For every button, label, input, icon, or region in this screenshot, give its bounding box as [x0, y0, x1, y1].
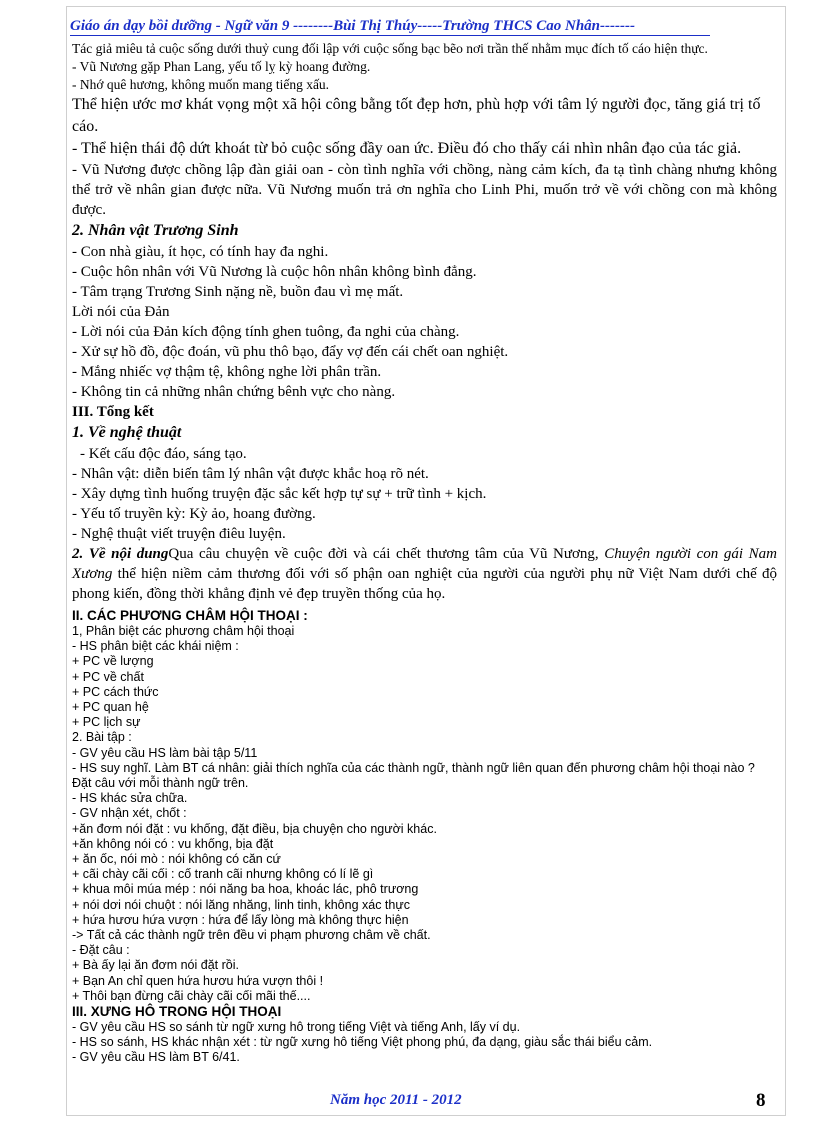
noi-dung-label: 2. Về nội dung: [72, 546, 169, 562]
text-line: -> Tất cả các thành ngữ trên đều vi phạm phương châm về chất.: [72, 928, 431, 943]
text-line: - Yếu tố truyền kỳ: Kỳ ảo, hoang đường.: [72, 506, 316, 522]
text-line: - Nhớ quê hương, không muốn mang tiếng xấu.: [72, 77, 330, 92]
section-heading-phuong-cham: II. CÁC PHƯƠNG CHÂM HỘI THOẠI :: [72, 608, 308, 623]
paragraph-thai-do: - Thể hiện thái độ dứt khoát từ bỏ cuộc sống đầy oan ức. Điều đó cho thấy cái nhìn nhân đạo của tác giả.: [72, 140, 742, 157]
text-line: - Con nhà giàu, ít học, có tính hay đa nghi.: [72, 244, 329, 260]
paragraph-noi-dung: [72, 544, 777, 604]
text-line: + Bạn An chỉ quen hứa hươu hứa vượn thôi !: [72, 973, 324, 988]
text-line: - Vũ Nương gặp Phan Lang, yếu tố lỵ kỳ hoang đường.: [72, 59, 371, 74]
text-line: - Nghệ thuật viết truyện điêu luyện.: [72, 526, 286, 542]
text-line: + Bà ấy lại ăn đơm nói đặt rồi.: [72, 958, 239, 973]
text-line: - Xây dựng tình huống truyện đặc sắc kết hợp tự sự + trữ tình + kịch.: [72, 486, 487, 502]
text-line: Tác giả miêu tả cuộc sống dưới thuỷ cung đối lập với cuộc sống bạc bẽo nơi trần thế nhằm mục đích tố cáo hiện thực.: [72, 41, 708, 56]
noi-dung-text: thể hiện niềm cảm thương đối với số phận oan nghiệt của người của người phụ nữ Việt Nam dưới chế độ phong kiến, đồng thời khẳng định vẻ đẹp truyền thống của họ.: [72, 566, 777, 602]
text-line: +ăn không nói có : vu khống, bịa đặt: [72, 836, 274, 851]
text-line: - Đặt câu :: [72, 943, 130, 958]
paragraph-vu-nuong: - Vũ Nương được chồng lập đàn giải oan - còn tình nghĩa với chồng, nàng cảm kích, đa tạ tình chàng nhưng không thể trở về nhân gian được nữa. Vũ Nương muốn trả ơn nghĩa cho Linh Phi, muốn trở về với chồng con mà không được.: [72, 162, 777, 218]
text-line: 2. Bài tập :: [72, 730, 132, 745]
page-number: 8: [756, 1090, 766, 1111]
text-line: - Tâm trạng Trương Sinh nặng nề, buồn đau vì mẹ mất.: [72, 284, 404, 300]
text-line: Lời nói của Đản: [72, 304, 170, 320]
text-line: - Mắng nhiếc vợ thậm tệ, không nghe lời phân trần.: [72, 364, 382, 380]
text-line: - GV yêu cầu HS làm BT 6/41.: [72, 1050, 240, 1065]
text-line: + PC về chất: [72, 669, 144, 684]
text-line: + cãi chày cãi cối : cố tranh cãi nhưng không có lí lẽ gì: [72, 867, 374, 882]
text-line: + khua môi múa mép : nói năng ba hoa, khoác lác, phô trương: [72, 882, 419, 897]
text-line: - HS khác sửa chữa.: [72, 791, 188, 806]
text-line: - Xử sự hồ đồ, độc đoán, vũ phu thô bạo, đẩy vợ đến cái chết oan nghiệt.: [72, 344, 509, 360]
text-line: + hứa hươu hứa vượn : hứa để lấy lòng mà không thực hiện: [72, 912, 409, 927]
text-line: + PC về lượng: [72, 654, 154, 669]
text-line: + ăn ốc, nói mò : nói không có căn cứ: [72, 852, 281, 867]
footer-school-year: Năm học 2011 - 2012: [330, 1092, 462, 1108]
text-line: - Nhân vật: diễn biến tâm lý nhân vật được khắc hoạ rõ nét.: [72, 466, 429, 482]
text-line: - Kết cấu độc đáo, sáng tạo.: [80, 446, 247, 462]
text-line: - GV nhận xét, chốt :: [72, 806, 187, 821]
text-line: + nói dơi nói chuột : nói lăng nhăng, linh tinh, không xác thực: [72, 897, 410, 912]
text-line: - Không tin cả những nhân chứng bênh vực cho nàng.: [72, 384, 396, 400]
text-line: - HS phân biệt các khái niệm :: [72, 639, 239, 654]
text-line: - Cuộc hôn nhân với Vũ Nương là cuộc hôn nhân không bình đẳng.: [72, 264, 477, 280]
text-line: - GV yêu cầu HS làm bài tập 5/11: [72, 745, 258, 760]
text-line: - HS so sánh, HS khác nhận xét : từ ngữ xưng hô tiếng Việt phong phú, đa dạng, giàu sắc thái biểu cảm.: [72, 1035, 653, 1050]
page-header: Giáo án dạy bồi dưỡng - Ngữ văn 9 --------Bùi Thị Thúy-----Trường THCS Cao Nhân-------: [70, 18, 635, 34]
subheading-nghe-thuat: 1. Về nghệ thuật: [72, 424, 182, 441]
text-line: + PC cách thức: [72, 684, 159, 699]
text-line: 1, Phân biệt các phương châm hội thoại: [72, 624, 295, 638]
paragraph-uoc-mo: Thể hiện ước mơ khát vọng một xã hội công bằng tốt đẹp hơn, phù hợp với tâm lý người đọc, tăng giá trị tố cáo.: [72, 96, 761, 135]
section-heading-xung-ho: III. XƯNG HÔ TRONG HỘI THOẠI: [72, 1004, 282, 1020]
noi-dung-text: Qua câu chuyện về cuộc đời và cái chết thương tâm của Vũ Nương,: [168, 546, 605, 562]
text-line: - HS suy nghĩ. Làm BT cá nhân: giải thích nghĩa của các thành ngữ, thành ngữ liên quan đến phương châm hội thoại nào ? Đặt câu với mỗi thành ngữ trên.: [72, 760, 755, 791]
header-rule: [70, 35, 710, 36]
text-line: + PC lịch sự: [72, 715, 141, 730]
section-heading-tong-ket: III. Tổng kết: [72, 404, 154, 420]
text-line: + Thôi bạn đừng cãi chày cãi cối mãi thế....: [72, 988, 311, 1003]
section-heading-truong-sinh: 2. Nhân vật Trương Sinh: [72, 222, 239, 239]
text-line: +ăn đơm nói đặt : vu khống, đặt điều, bịa chuyện cho người khác.: [72, 821, 437, 836]
story-title: Chuyện người con gái Nam Xương: [72, 546, 777, 582]
document-body: [72, 40, 777, 1066]
text-line: + PC quan hệ: [72, 700, 149, 715]
text-line: - GV yêu cầu HS so sánh từ ngữ xưng hô trong tiếng Việt và tiếng Anh, lấy ví dụ.: [72, 1020, 521, 1035]
text-line: - Lời nói của Đản kích động tính ghen tuông, đa nghi của chàng.: [72, 324, 460, 340]
